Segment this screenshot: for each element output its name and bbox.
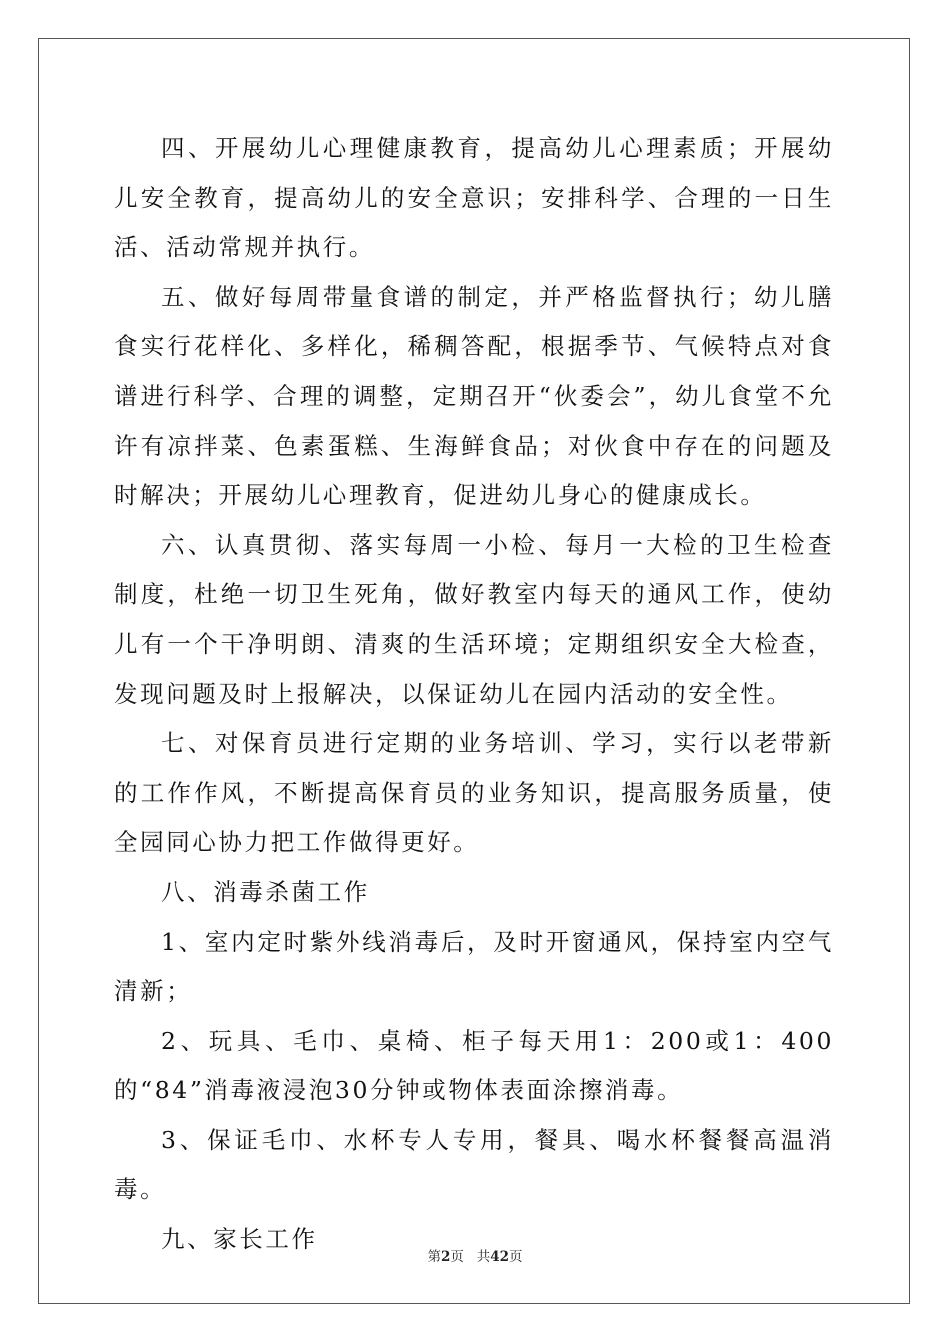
total-suffix: 页	[509, 1249, 523, 1265]
heading-disinfection: 八、消毒杀菌工作	[161, 877, 370, 906]
page-footer	[0, 1245, 950, 1265]
page-prefix: 第	[427, 1249, 441, 1265]
document-body	[114, 124, 834, 1265]
disinfection-item-2: 2、玩具、毛巾、桌椅、柜子每天用1：200或1：400的“84”消毒液浸泡30分钟或物体表面涂擦消毒。	[114, 1026, 834, 1105]
disinfection-item-1: 1、室内定时紫外线消毒后，及时开窗通风，保持室内空气清新；	[114, 927, 834, 1006]
paragraph-4: 四、开展幼儿心理健康教育，提高幼儿心理素质；开展幼儿安全教育，提高幼儿的安全意识；安排科学、合理的一日生活、活动常规并执行。	[114, 134, 834, 262]
paragraph-5: 五、做好每周带量食谱的制定，并严格监督执行；幼儿膳食实行花样化、多样化，稀稠答配，根据季节、气候特点对食谱进行科学、合理的调整，定期召开“伙委会”，幼儿食堂不允许有凉拌菜、色素蛋糕、生海鲜食品；对伙食中存在的问题及时解决；开展幼儿心理教育，促进幼儿身心的健康成长。	[114, 282, 834, 510]
page-suffix: 页	[450, 1249, 464, 1265]
total-page-count: 42	[490, 1249, 510, 1265]
current-page-number: 2	[440, 1249, 451, 1265]
heading-parent-work: 九、家长工作	[161, 1225, 318, 1254]
paragraph-6: 六、认真贯彻、落实每周一小检、每月一大检的卫生检查制度，杜绝一切卫生死角，做好教室内每天的通风工作，使幼儿有一个干净明朗、清爽的生活环境；定期组织安全大检查，发现问题及时上报解决，以保证幼儿在园内活动的安全性。	[114, 530, 834, 708]
total-prefix: 共	[476, 1249, 491, 1265]
paragraph-7: 七、对保育员进行定期的业务培训、学习，实行以老带新的工作作风，不断提高保育员的业务知识，提高服务质量，使全园同心协力把工作做得更好。	[114, 729, 834, 857]
disinfection-item-3: 3、保证毛巾、水杯专人专用，餐具、喝水杯餐餐高温消毒。	[114, 1125, 834, 1204]
